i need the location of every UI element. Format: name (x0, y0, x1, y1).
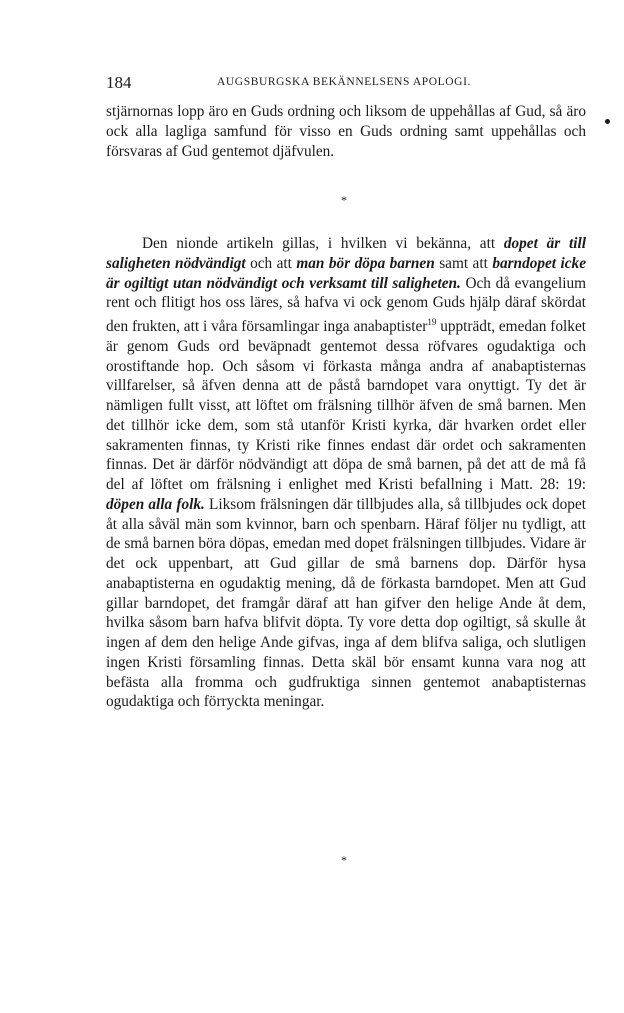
margin-dot (605, 119, 610, 124)
page-header (106, 73, 590, 93)
intro-paragraph: stjärnornas lopp äro en Guds ordning och liksom de uppehållas af Gud, så äro ock alla lagliga samfund för visso en Guds ordning samt uppehållas och försvaras af Gud gentemot djäfvulen. (106, 103, 586, 160)
footnote-marker: 19 (427, 317, 437, 327)
text-segment: och att (245, 254, 297, 272)
text-segment: Och då evangelium rent och flitigt hos oss läres, så hafva vi ock genom Guds hjälp däraf skördat den frukten, att i våra församlingar inga anabaptister (106, 274, 586, 336)
end-star: * (341, 853, 347, 867)
page-number: 184 (106, 73, 132, 92)
intro-text (106, 102, 586, 161)
running-title: AUGSBURGSKA BEKÄNNELSENS APOLOGI. (217, 76, 471, 88)
section-separator-star: * (341, 193, 347, 207)
text-segment: samt att (434, 254, 493, 272)
emphasis-dopet: dopet är till saligheten nödvändigt (106, 235, 586, 272)
text-segment: uppträdt, emedan folket är genom Guds ord beväpnadt gentemot dessa röfvares ogudaktiga och orostiftande hop. Och såsom vi förkasta många andra af anabaptisternas villfarelser, så äfven denna att de påstå barndopet vara onyttigt. Ty det är nämligen fullt visst, att löftet om frälsning tillhör äfven de små barnen. Men det tillhör icke dem, som stå utanför Kristi kyrka, där hvarken ordet eller sakramenten finnas, ty Kristi rike finnes endast där ordet och sakramenten finnas. Det är därför nödvändigt att döpa de små barnen, på det att de må få del af löftet om frälsning i enlighet med Kristi befallning i Matt. 28: 19: (106, 318, 586, 494)
article-text (106, 234, 586, 712)
emphasis-barnen: man bör döpa barnen (296, 254, 435, 272)
text-segment: Liksom frälsningen där tillbjudes alla, så tillbjudes ock dopet åt alla såväl män som kvinnor, barn och spenbarn. Häraf följer nu tydligt, att de små barnen böra döpas, emedan med dopet frälsningen tillbjudes. Vidare är det ock uppenbart, att Gud gillar de små barnens dop. Därför hysa anabaptisterna en ogudaktig mening, då de förkasta barndopet. Men att Gud gillar barndopet, det framgår däraf att han gifver den helige Ande åt dem, hvilka såsom barn hafva blifvit döpta. Ty vore detta dop ogiltigt, så skulle åt ingen af dem den helige Ande gifvas, inga af dem blifva saliga, och slutligen ingen Kristi församling finnas. Detta skäl bör ensamt kunna vara nog att befästa alla fromma och gudfruktiga sinnen gentemot anabaptisternas ogudaktiga och förryckta meningar. (106, 495, 586, 711)
text-segment: Den nionde artikeln gillas, i hvilken vi bekänna, att (142, 235, 504, 252)
emphasis-dopen-alla-folk: döpen alla folk. (106, 495, 205, 513)
article-paragraph (106, 234, 586, 712)
emphasis-barndopet: barndopet icke är ogiltigt utan nödvändigt och verksamt till saligheten. (106, 254, 586, 292)
